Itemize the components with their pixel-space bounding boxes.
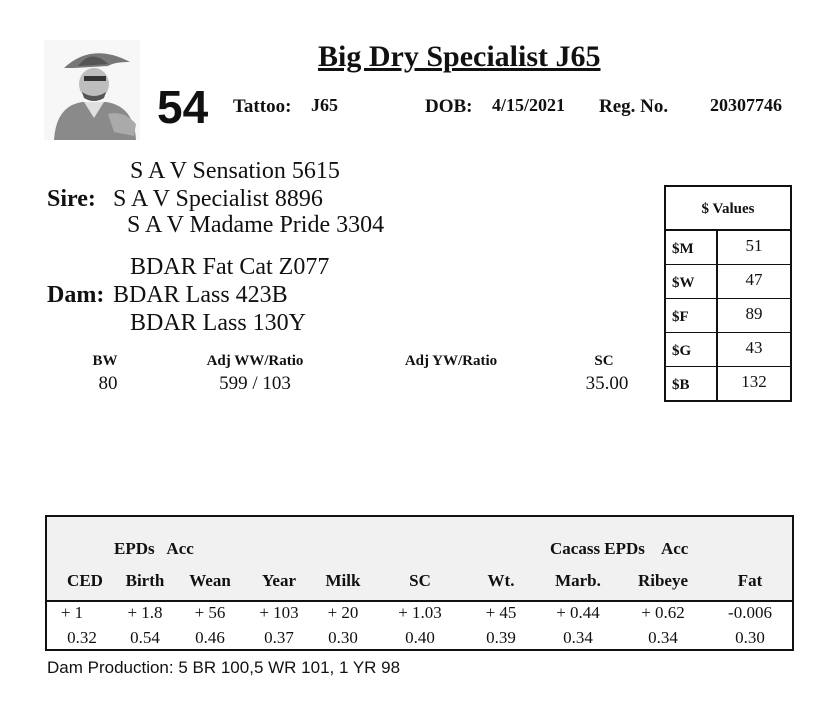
epd-value: + 20 [327, 603, 359, 622]
dollar-value-number: 43 [745, 338, 763, 357]
epd-accuracy: 0.39 [486, 628, 516, 647]
epd-value: + 103 [259, 603, 299, 622]
dollar-value-row [666, 231, 790, 265]
sire-label: Sire: [47, 186, 96, 212]
epd-col-header: Wt. [487, 571, 515, 590]
dollar-value-number: 132 [741, 372, 767, 391]
epd-value: + 1.8 [127, 603, 163, 622]
dollar-values-title: $ Values [666, 187, 790, 231]
reg-label: Reg. No. [599, 96, 669, 117]
epd-accuracy: 0.40 [405, 628, 435, 647]
bw-value: 80 [98, 373, 118, 394]
dollar-value-row [666, 367, 790, 400]
epd-header [47, 517, 792, 602]
animal-name: Big Dry Specialist J65 [318, 40, 601, 73]
yw-label: Adj YW/Ratio [404, 353, 498, 369]
dollar-value-key: $F [666, 299, 718, 332]
epd-value: + 0.44 [556, 603, 600, 622]
sire-name: S A V Specialist 8896 [113, 186, 323, 212]
tattoo-label: Tattoo: [233, 96, 292, 117]
epd-accuracy: 0.34 [648, 628, 678, 647]
epd-accuracy: 0.54 [130, 628, 160, 647]
epd-col-header: Marb. [555, 571, 601, 590]
bw-label: BW [92, 353, 118, 369]
epd-col-header: CED [67, 571, 103, 590]
epd-accuracy: 0.34 [563, 628, 593, 647]
epd-value: -0.006 [728, 603, 772, 622]
tattoo-value: J65 [311, 95, 338, 115]
dam-label: Dam: [47, 282, 105, 308]
dollar-value-key: $G [666, 333, 718, 366]
epd-value: + 56 [194, 603, 226, 622]
epd-table [45, 515, 794, 651]
epd-accuracy: 0.30 [735, 628, 765, 647]
epd-accuracy: 0.37 [264, 628, 294, 647]
dollar-value-key: $B [666, 367, 718, 400]
sc-label: SC [594, 353, 614, 369]
sire-dam: S A V Madame Pride 3304 [127, 212, 385, 238]
reg-value: 20307746 [710, 95, 782, 115]
epd-col-header: Ribeye [637, 571, 689, 590]
dollar-value-number: 47 [745, 270, 763, 289]
epd-col-header: Fat [737, 571, 763, 590]
dob-value: 4/15/2021 [492, 95, 566, 115]
lot-number: 54 [157, 81, 209, 133]
ww-label: Adj WW/Ratio [206, 353, 304, 369]
dollar-value-key: $M [666, 231, 718, 264]
dollar-value-number: 89 [745, 304, 763, 323]
epd-col-header: Milk [325, 571, 361, 590]
carcass-group-label: Cacass EPDs Acc [550, 539, 689, 558]
dam-dam: BDAR Lass 130Y [130, 310, 307, 336]
dollar-value-key: $W [666, 265, 718, 298]
dob-label: DOB: [425, 96, 473, 117]
epd-col-header: SC [409, 571, 431, 590]
ranch-logo [44, 40, 140, 140]
sire-sire: S A V Sensation 5615 [130, 158, 340, 184]
sc-value: 35.00 [585, 373, 629, 394]
epd-group-label: EPDs Acc [114, 539, 194, 558]
ww-value: 599 / 103 [219, 373, 291, 394]
dollar-value-row [666, 333, 790, 367]
dollar-value-row [666, 299, 790, 333]
epd-accuracy: 0.46 [195, 628, 225, 647]
epd-value: + 1 [60, 603, 84, 622]
dollar-values-table [664, 185, 792, 402]
epd-accuracy: 0.30 [328, 628, 358, 647]
epd-accuracy: 0.32 [67, 628, 97, 647]
dam-name: BDAR Lass 423B [113, 282, 288, 308]
dam-sire: BDAR Fat Cat Z077 [130, 254, 330, 280]
dam-production: Dam Production: 5 BR 100,5 WR 101, 1 YR 98 [47, 658, 401, 677]
epd-col-header: Birth [125, 571, 165, 590]
epd-col-header: Wean [189, 571, 231, 590]
epd-value: + 1.03 [398, 603, 442, 622]
dollar-value-number: 51 [745, 236, 763, 255]
dollar-value-row [666, 265, 790, 299]
epd-col-header: Year [262, 571, 296, 590]
epd-value: + 45 [485, 603, 517, 622]
epd-value: + 0.62 [641, 603, 685, 622]
